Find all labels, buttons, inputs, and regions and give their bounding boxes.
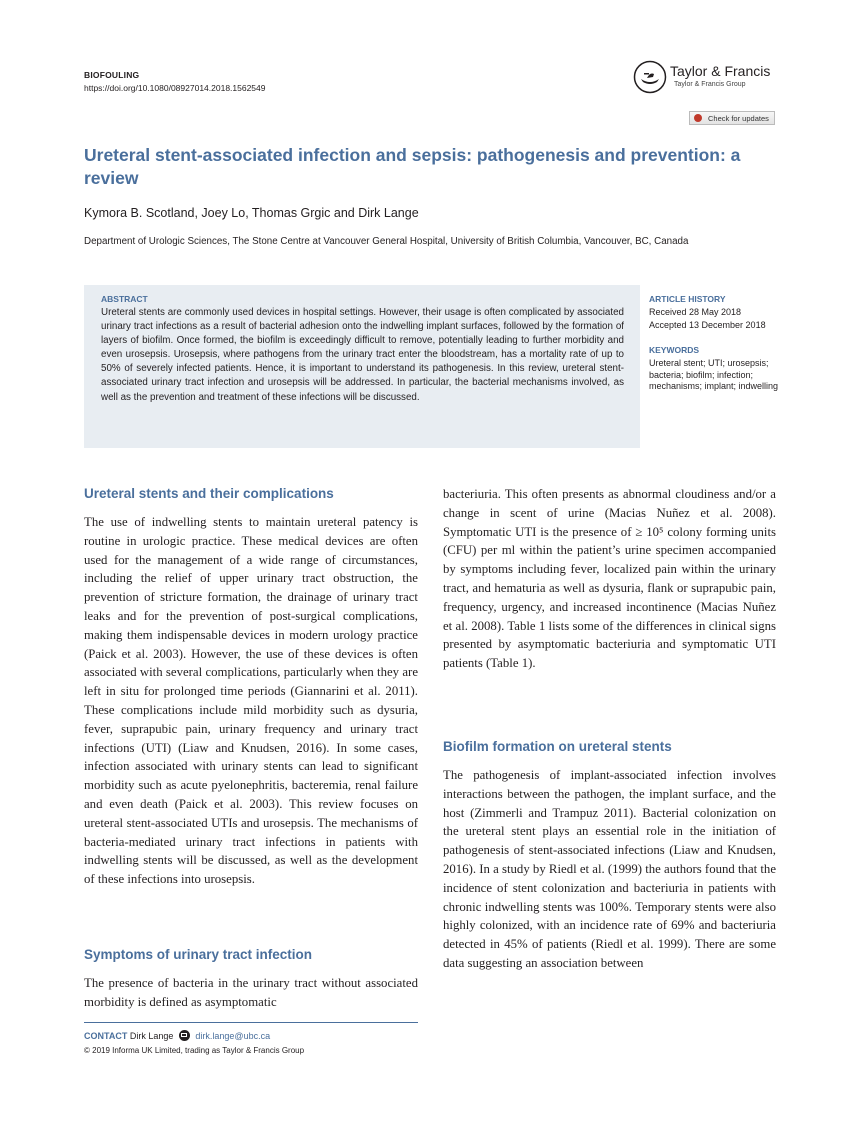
- section-text-stents: The use of indwelling stents to maintain ureteral patency is routine in urologic practice. These medical devices are often used for the management of a wide range of circumstances, including the relief of upper urinary tract obstruction, the prevention of stricture formation, the drainage of urinary tract leaks and for the prevention of post-surgical complications, making them indispensable devices in modern urology practice (Paick et al. 2003). However, the use of these devices is often associated with several complications, particularly when they are left in situ for prolonged time periods (Giannarini et al. 2011). These complications include mild morbidity such as dysuria, fever, suprapubic pain, urinary frequency and urinary tract infections (UTI) (Liaw and Knudsen, 2016). In some cases, infection associated with urinary stents can lead to significant morbidity such as acute pyelonephritis, bacteremia, renal failure and even death (Paick et al. 2003). This review focuses on ureteral stent-associated UTIs and urosepsis. The mechanisms of bacteria-mediated urinary tract infections in patients with indwelling stents will be discussed, as well as the development of these infections into urosepsis.: [84, 515, 418, 887]
- contact-label: CONTACT: [84, 1031, 128, 1041]
- abstract-text: Ureteral stents are commonly used devices in hospital settings. However, their usage is often complicated by associated urinary tract infections as a result of bacterial adhesion onto the indwelling implant surfaces, followed by the formation of layers of biofilm. Once formed, the biofilm is exceedingly difficult to remove, potentially leading to further morbidity and even urosepsis. Urosepsis, where pathogens from the urinary tract enter the bloodstream, has a mortality rate of up to 50% of severely infected patients. Hence, it is important to understand its pathogenesis. In this review, ureteral stent-associated urinary tract infection and urosepsis will be addressed. In particular, the bacterial mechanisms involved, as well as the prevention and treatment of these infections will be discussed.: [101, 307, 624, 403]
- keywords-heading: KEYWORDS: [649, 345, 700, 355]
- check-for-updates-button[interactable]: [689, 111, 775, 125]
- update-icon: [694, 114, 702, 122]
- keywords-list: Ureteral stent; UTI; urosepsis; bacteria; biofilm; infection; mechanisms; implant; indwelling: [649, 358, 779, 392]
- abstract-heading: ABSTRACT: [101, 294, 148, 304]
- doi-link[interactable]: https://doi.org/10.1080/08927014.2018.1562549: [84, 83, 266, 93]
- section-heading-biofilm: Biofilm formation on ureteral stents: [443, 739, 672, 754]
- article-title: Ureteral stent-associated infection and sepsis: pathogenesis and prevention: a review: [84, 145, 741, 188]
- contact-line: [84, 1030, 270, 1041]
- publisher-logo-icon: [633, 60, 667, 94]
- accepted-date: Accepted 13 December 2018: [649, 320, 766, 330]
- received-date: Received 28 May 2018: [649, 307, 742, 317]
- check-updates-label: Check for updates: [708, 113, 769, 123]
- article-history-heading: ARTICLE HISTORY: [649, 294, 726, 304]
- section-text-biofilm: The pathogenesis of implant-associated infection involves interactions between the pathogen, the implant surface, and the host (Zimmerli and Trampuz 2011). Bacterial colonization on the ureteral stent plays an essential role in the initiation of pathogenesis of stent-associated infections (Liaw and Knudsen, 2016). In a study by Riedl et al. (1999) the authors found that the incidence of stent colonization and bacteriuria in patients with chronic indwelling stents was 100%. Temporary stents were also highly colonized, with an incidence rate of 69% and bacteriuria detected in 45% of patients (Riedl et al. 1999). There are some data suggesting an association between: [443, 768, 777, 970]
- contact-name: Dirk Lange: [129, 1031, 174, 1041]
- journal-name: BIOFOULING: [84, 70, 140, 80]
- section-heading-symptoms: Symptoms of urinary tract infection: [84, 947, 313, 962]
- publisher-group: Taylor & Francis Group: [674, 81, 746, 88]
- email-icon: [179, 1030, 190, 1041]
- author-list: Kymora B. Scotland, Joey Lo, Thomas Grgic and Dirk Lange: [84, 206, 419, 220]
- publisher-name: Taylor & Francis: [670, 63, 771, 79]
- section-text-symptoms: The presence of bacteria in the urinary tract without associated morbidity is defined as asymptomatic: [84, 976, 418, 1009]
- affiliation: Department of Urologic Sciences, The Stone Centre at Vancouver General Hospital, University of British Columbia, Vancouver, BC, Canada: [84, 236, 689, 247]
- contact-email-link[interactable]: dirk.lange@ubc.ca: [195, 1031, 271, 1041]
- copyright-notice: © 2019 Informa UK Limited, trading as Taylor & Francis Group: [84, 1046, 305, 1055]
- section-heading-stents: Ureteral stents and their complications: [84, 486, 334, 501]
- section-text-symptoms-continued: bacteriuria. This often presents as abnormal cloudiness and/or a change in scent of urine (Macias Nuñez et al. 2008). Symptomatic UTI is the presence of ≥ 10⁵ colony forming units (CFU) per ml within the patient’s urine specimen accompanied by symptoms including fever, localized pain within the urinary tract, and hematuria as well as dysuria, flank or suprapubic pain, frequency, urgency, and increased incontinence (Macias Nuñez et al. 2008). Table 1 lists some of the differences in clinical signs presented by asymptomatic bacteriuria and symptomatic UTI patients (Table 1).: [443, 487, 776, 671]
- footer-divider: [84, 1022, 418, 1023]
